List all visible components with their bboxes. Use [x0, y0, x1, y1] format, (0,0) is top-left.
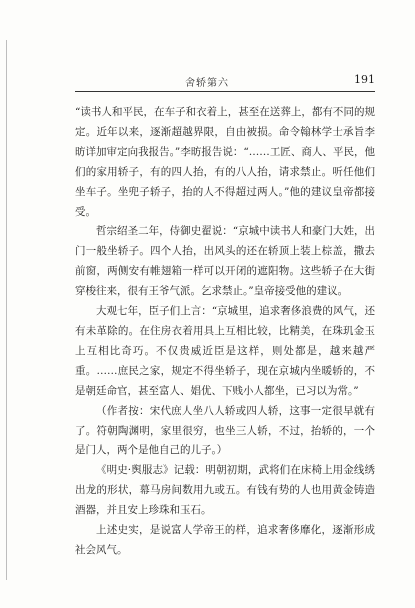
header-divider — [75, 91, 375, 92]
running-header — [75, 74, 375, 90]
paragraph-1: “读书人和平民，在车子和衣着上，甚至在送葬上，都有不同的规定。近年以来，逐渐超越界限，自由被损。命令翰林学士承旨李昉详加审定向我报告。”李昉报告说：“……工匠、商人、平民，他们的家用轿子，有的四人抬，有的八人抬，请求禁止。听任他们坐车子。坐兜子轿子，抬的人不得超过两人。”他的建议皇帝都接受。 — [75, 106, 375, 218]
page-gutter-line — [6, 40, 7, 580]
page-number: 191 — [354, 73, 375, 86]
paragraph-4: （作者按：宋代庶人坐八人轿或四人轿，这事一定很早就有了。符朝陶渊明，家里很穷，也坐三人轿，不过，抬轿的，一个是门人，两个是他自己的儿子。） — [75, 404, 375, 457]
paragraph-6: 上述史实，是说富人学帝王的样，追求奢侈靡化，逐渐形成社会风气。 — [75, 524, 375, 556]
paragraph-5: 《明史·舆服志》记载：明朝初期，武将们在床椅上用金线绣出龙的形状，幕马房间数用九或五。有钱有势的人也用黄金铸造酒器，并且安上珍珠和玉石。 — [75, 464, 375, 517]
chapter-title: 舍轿第六 — [185, 78, 229, 89]
body-text — [75, 103, 375, 561]
paragraph-3: 大观七年，臣子们上言：“京城里，追求奢侈浪费的风气，还有未革除的。在住房衣着用具上互相比较，比精美，在珠玑金玉上互相比奇巧。不仅贵威近臣是这样，则处都是，越来越严重。……庶民之家，规定不得坐轿子，现在京城内坐暖轿的，不是朝廷命官，甚至富人、娼优、下贱小人都坐，已习以为常。” — [75, 305, 375, 397]
paragraph-2: 哲宗绍圣二年，侍御史翟说：“京城中读书人和豪门大姓，出门一般坐轿子。四个人抬，出风头的还在轿顶上装上棕盖，撒去前窗，两侧安有帷翅箱一样可以开闭的遮阳物。这些轿子在大街穿梭往来，很有王爷气派。乞求禁止。”皇帝接受他的建议。 — [75, 225, 375, 298]
